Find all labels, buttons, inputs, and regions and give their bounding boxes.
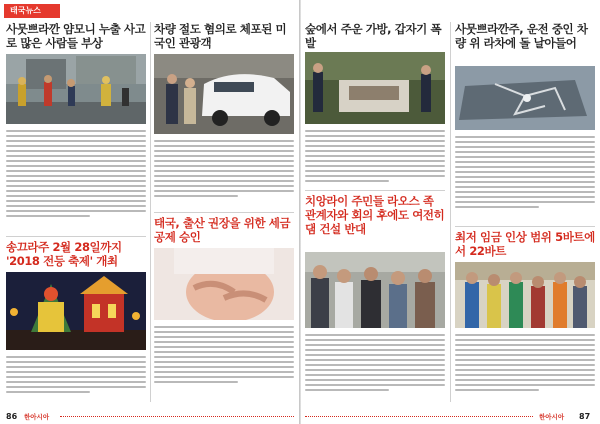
- divider: [154, 212, 294, 213]
- article-headline: 차량 절도 혐의로 체포된 미국인 관광객: [154, 22, 287, 50]
- article-photo: [455, 262, 595, 328]
- article-photo: [6, 272, 146, 350]
- article-minimum-wage: [455, 230, 595, 260]
- article-body: [154, 326, 294, 386]
- article-body: [305, 130, 445, 185]
- article-headline: 태국, 출산 권장을 위한 세금 공제 승인: [154, 216, 291, 244]
- page-number: 86: [6, 412, 18, 421]
- right-page: [301, 0, 600, 424]
- footer-rule: [60, 416, 294, 418]
- footer-rule: [305, 416, 533, 418]
- article-photo: [455, 66, 595, 130]
- article-headline: 최저 임금 인상 범위 5바트에서 22바트: [455, 230, 595, 258]
- article-tax-deduction: [154, 216, 294, 246]
- brand-name: 한아시아: [24, 413, 50, 421]
- article-photo: [154, 248, 294, 320]
- article-photo: [154, 54, 294, 134]
- page-number: 87: [579, 412, 591, 421]
- article-car-theft: [154, 22, 294, 52]
- right-footer: [301, 410, 600, 424]
- article-headline: 송끄라주 2월 28일까지 '2018 전등 축제' 개최: [6, 240, 122, 268]
- divider: [455, 226, 595, 227]
- article-rock-on-car: [455, 22, 595, 66]
- article-body: [455, 136, 595, 211]
- article-headline: 치앙라이 주민들 라오스 족 관계자와 회의 후에도 여전히 댐 건설 반대: [305, 194, 445, 236]
- divider: [305, 190, 445, 191]
- article-bag-explosion: [305, 22, 445, 50]
- article-ammonia: [6, 22, 146, 52]
- brand-name: 한아시아: [539, 413, 565, 421]
- article-body: [6, 130, 146, 220]
- article-headline: 사뭇쁘라깐 얌모니 누출 사고로 많은 사람들 부상: [6, 22, 146, 50]
- article-dam-protest: [305, 194, 445, 250]
- article-photo: [305, 52, 445, 124]
- left-footer: [0, 410, 299, 424]
- article-lantern-festival: [6, 240, 146, 270]
- article-body: [154, 140, 294, 200]
- section-tag: 태국뉴스: [4, 4, 60, 18]
- column-divider: [450, 22, 451, 402]
- article-body: [305, 334, 445, 394]
- article-headline: 사뭇쁘라깐주, 운전 중인 차량 위 라차에 돌 날아들어: [455, 22, 588, 50]
- divider: [6, 236, 146, 237]
- article-body: [455, 334, 595, 394]
- article-photo: [305, 252, 445, 328]
- article-photo: [6, 54, 146, 124]
- column-divider: [150, 22, 151, 402]
- left-page: [0, 0, 299, 424]
- article-body: [6, 356, 146, 396]
- article-headline: 숲에서 주운 가방, 갑자기 폭발: [305, 22, 442, 50]
